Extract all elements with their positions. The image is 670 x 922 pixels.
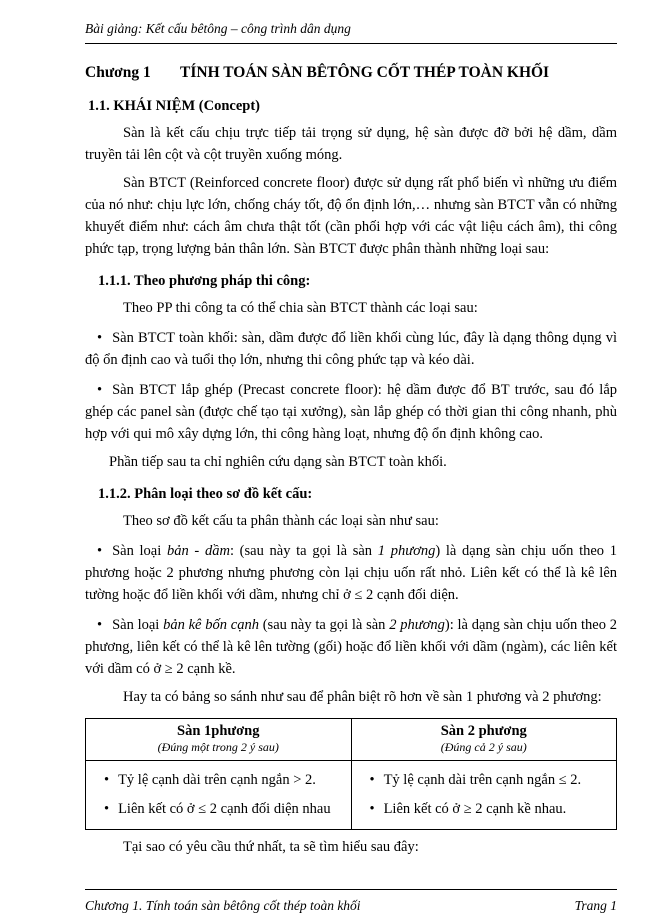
table-cell-col2 [351, 761, 617, 830]
text-segment: : (sau này ta gọi là sàn [229, 543, 378, 559]
table-body-row [86, 761, 617, 830]
bullet-text [85, 617, 617, 677]
paragraph: Theo PP thi công ta có thể chia sàn BTCT thành các loại sau: [123, 300, 478, 316]
table-bullet-item [100, 799, 343, 819]
comparison-table [85, 718, 617, 830]
bullet-item [85, 379, 617, 445]
bullet-text: Sàn BTCT lắp ghép (Precast concrete floor): hệ dầm được đổ BT trước, sau đó lắp ghép các panel sàn (được chế tạo tại xưởng), sàn lắp ghép có thời gian thi công nhanh, phù hợp với qui mô xây dựng lớn, thi công hàng loạt, nhưng độ ổn định không cao. [85, 382, 617, 442]
chapter-number: Chương 1 [85, 64, 151, 81]
bullet-icon: • [369, 801, 375, 817]
section-1-1-1 [85, 272, 617, 473]
bullet-icon: • [97, 382, 103, 398]
paragraph: Theo sơ đồ kết cấu ta phân thành các loại sàn như sau: [123, 513, 439, 529]
table-cell-col1 [86, 761, 352, 830]
paragraph: Phần tiếp sau ta chỉ nghiên cứu dạng sàn BTCT toàn khối. [109, 454, 447, 470]
chapter-name: TÍNH TOÁN SÀN BÊTÔNG CỐT THÉP TOÀN KHỐI [180, 64, 550, 81]
footer-chapter-text: Chương 1. Tính toán sàn bêtông cốt thép toàn khối [85, 898, 361, 913]
bullet-icon: • [97, 617, 103, 633]
comparison-table-head [86, 719, 617, 761]
text-segment-italic: bản kê bốn cạnh [163, 617, 259, 633]
table-header-row [86, 719, 617, 761]
bullet-icon: • [104, 772, 110, 788]
section-heading: 1.1. KHÁI NIỆM (Concept) [88, 98, 260, 114]
col2-subtitle: (Đúng cả 2 ý sau) [440, 740, 527, 754]
running-header-text: Bài giảng: Kết cấu bêtông – công trình dân dụng [85, 21, 351, 36]
col1-title: Sàn 1phương [177, 723, 260, 739]
footer-page-number: Trang 1 [574, 898, 617, 913]
paragraph: Hay ta có bảng so sánh như sau để phân biệt rõ hơn về sàn 1 phương và 2 phương: [123, 689, 602, 705]
subsection-heading: 1.1.2. Phân loại theo sơ đồ kết cấu: [98, 486, 313, 502]
text-segment: ) là dạng sàn chịu uốn theo 1 phương hoặc 2 phương nhưng phương còn lại chịu uốn rất nhỏ. Liên kết có thể là kê lên tường hoặc đổ liền khối với dầm, nhưng chỉ ở ≤ 2 cạnh đối diện. [85, 543, 617, 603]
section-1-1-2 [85, 485, 617, 708]
text-segment: Sàn loại [112, 543, 167, 559]
comparison-table-body [86, 761, 617, 830]
table-bullet-item [100, 770, 343, 790]
text-segment-italic: 2 phương [389, 617, 445, 633]
table-bullet-text: Liên kết có ở ≥ 2 cạnh kề nhau. [383, 801, 567, 817]
table-bullet-item [366, 799, 609, 819]
text-segment-italic: 1 phương [377, 543, 436, 559]
bullet-text [85, 543, 617, 603]
table-header-col2 [351, 719, 617, 761]
closing-paragraph: Tại sao có yêu cầu thứ nhất, ta sẽ tìm hiểu sau đây: [123, 839, 419, 855]
bullet-icon: • [104, 801, 110, 817]
paragraph: Sàn BTCT (Reinforced concrete floor) được sử dụng rất phổ biến vì những ưu điểm của nó như: chịu lực lớn, chống cháy tốt, độ ổn định lớn,… nhưng sàn BTCT vẫn có những khuyết điểm như: cách âm chưa thật tốt (cần phối hợp với các vật liệu cách âm), thi công phức tạp, trọng lượng bản thân lớn. Sàn BTCT được phân thành những loại sau: [85, 175, 617, 257]
bullet-item [85, 540, 617, 606]
bullet-icon: • [369, 772, 375, 788]
section-1-1 [85, 97, 617, 260]
bullet-text: Sàn BTCT toàn khối: sàn, dầm được đổ liền khối cùng lúc, đây là dạng thông dụng vì độ ổn định cao và tuổi thọ lớn, nhưng thi công phức tạp và kéo dài. [85, 330, 617, 368]
subsection-heading: 1.1.1. Theo phương pháp thi công: [98, 273, 311, 289]
text-segment: ): là dạng sàn chịu uốn theo 2 phương, liên kết có thể là kê lên tường (gối) hoặc đổ liền khối với dầm (ngàm), các liên kết với dầm có ở ≥ 2 cạnh kề. [85, 617, 617, 677]
text-segment-italic: bản - dầm [166, 543, 230, 559]
text-segment: Sàn loại [112, 617, 164, 633]
text-segment: (sau này ta gọi là sàn [258, 617, 390, 633]
bullet-icon: • [97, 330, 103, 346]
table-bullet-text: Tỷ lệ cạnh dài trên cạnh ngắn > 2. [118, 772, 316, 788]
bullet-item [85, 614, 617, 680]
running-header [85, 20, 617, 44]
paragraph: Sàn là kết cấu chịu trực tiếp tải trọng sử dụng, hệ sàn được đỡ bởi hệ dầm, dầm truyền tải lên cột và cột truyền xuống móng. [85, 125, 617, 163]
page-footer [85, 889, 617, 914]
table-bullet-item [366, 770, 609, 790]
chapter-title [85, 62, 617, 83]
col1-subtitle: (Đúng một trong 2 ý sau) [157, 740, 279, 754]
table-bullet-text: Liên kết có ở ≤ 2 cạnh đối diện nhau [118, 801, 331, 817]
table-header-col1 [86, 719, 352, 761]
bullet-item [85, 327, 617, 371]
col2-title: Sàn 2 phương [440, 723, 527, 739]
table-bullet-text: Tỷ lệ cạnh dài trên cạnh ngắn ≤ 2. [383, 772, 582, 788]
bullet-icon: • [97, 543, 103, 559]
